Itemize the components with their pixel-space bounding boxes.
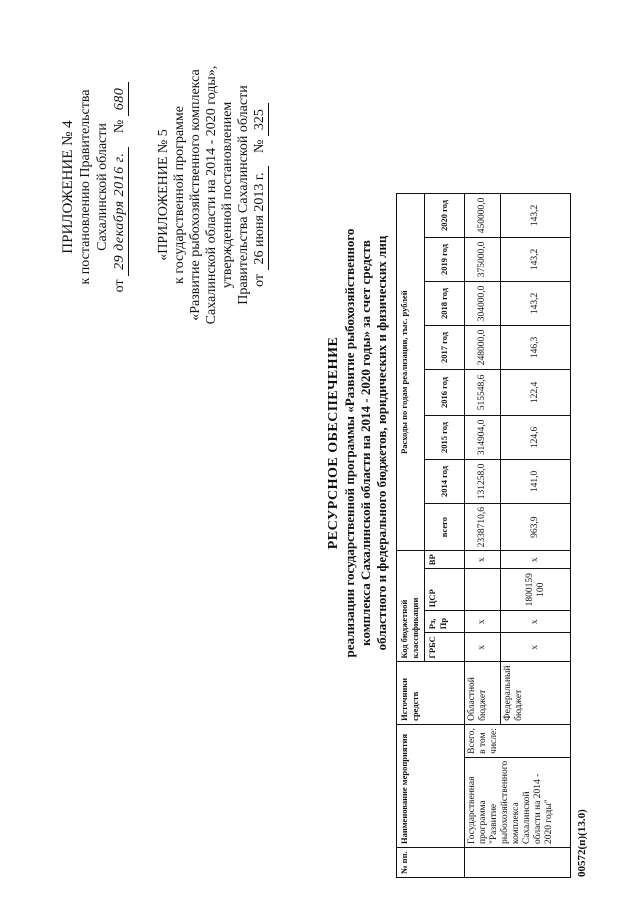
appendix-4-date-row xyxy=(111,37,129,337)
row-grbs: х xyxy=(465,633,501,662)
appendix-5-number-label: № xyxy=(252,139,267,153)
appendix-5-line-3: Сахалинской области на 2014 - 2020 годы», xyxy=(204,65,219,325)
header-expenses-group: Расходы по годам реализации, тыс. рублей xyxy=(397,193,425,550)
resource-table xyxy=(396,193,571,878)
row-subname: Всего, в том числе: xyxy=(465,724,571,757)
row-value: 122,4 xyxy=(501,369,571,415)
appendix-4-title: ПРИЛОЖЕНИЕ № 4 xyxy=(60,120,76,254)
appendix-4-number: 680 xyxy=(111,82,129,117)
document-heading: РЕСУРСНОЕ ОБЕСПЕЧЕНИЕ xyxy=(326,336,341,550)
header-year: 2020 год xyxy=(425,193,465,237)
row-total: 2338710,6 xyxy=(465,503,501,550)
row-name: Государственная программа "Развитие рыбохозяйственного комплекса Сахалинской области на 2014 - 2020 годы" xyxy=(465,757,571,847)
row-value: 124,6 xyxy=(501,415,571,459)
row-vr: х xyxy=(501,551,571,569)
row-source: Федеральный бюджет xyxy=(501,662,571,724)
document-title-line-1: реализации государственной программы «Развитие рыбохозяйственного xyxy=(342,228,357,658)
row-rzpr: х xyxy=(501,611,571,633)
row-value: 304000,0 xyxy=(465,281,501,325)
row-csr: 1800159 100 xyxy=(501,569,571,611)
document-title-line-3: областного и федерального бюджетов, юридических и физических лиц xyxy=(374,235,389,651)
header-year: 2014 год xyxy=(425,459,465,503)
appendix-4-from-label: от xyxy=(112,279,127,293)
row-vr: х xyxy=(465,551,501,569)
header-num: № пп. xyxy=(397,848,465,878)
header-source: Источники средств xyxy=(397,662,465,724)
row-source: Областной бюджет xyxy=(465,662,501,724)
appendix-5-title: «ПРИЛОЖЕНИЕ № 5 xyxy=(156,129,171,261)
appendix-5-number: 325 xyxy=(252,103,269,136)
document-title xyxy=(326,93,390,793)
row-grbs: х xyxy=(501,633,571,662)
table-row xyxy=(465,193,501,877)
header-name: Наименование мероприятия xyxy=(397,724,465,847)
document-code: 00572(п)(13.0) xyxy=(576,809,588,877)
header-csr: ЦСР xyxy=(425,569,465,611)
header-grbs: ГРБС xyxy=(425,633,465,662)
row-value: 143,2 xyxy=(501,237,571,281)
header-vr: ВР xyxy=(425,551,465,569)
appendix-4-line-1: к постановлению Правительства xyxy=(78,89,93,285)
row-value: 141,0 xyxy=(501,459,571,503)
row-csr xyxy=(465,569,501,611)
header-code-group: Код бюджетной классификации xyxy=(397,551,425,662)
appendix-5-line-4: утвержденной постановлением xyxy=(220,101,235,289)
appendix-5-line-2: «Развитие рыбохозяйственного комплекса xyxy=(188,69,203,321)
appendix-5-date-row xyxy=(252,25,269,365)
appendix-4-line-2: Сахалинской области xyxy=(95,123,110,251)
header-year: 2017 год xyxy=(425,325,465,369)
row-value: 450000,0 xyxy=(465,193,501,237)
row-total: 963,9 xyxy=(501,503,571,550)
row-value: 375000,0 xyxy=(465,237,501,281)
row-value: 143,2 xyxy=(501,193,571,237)
row-rzpr: х xyxy=(465,611,501,633)
appendix-4-number-label: № xyxy=(112,119,127,134)
row-value: 515548,6 xyxy=(465,369,501,415)
header-rzpr: Рз, Пр xyxy=(425,611,465,633)
appendix-5-block xyxy=(156,25,269,365)
row-value: 314904,0 xyxy=(465,415,501,459)
appendix-5-from-label: от xyxy=(252,273,267,287)
appendix-5-line-5: Правительства Сахалинской области xyxy=(236,85,251,305)
appendix-5-date: 26 июня 2013 г. xyxy=(252,166,269,270)
header-year: 2019 год xyxy=(425,237,465,281)
header-year: 2015 год xyxy=(425,415,465,459)
header-year: 2018 год xyxy=(425,281,465,325)
row-value: 131258,0 xyxy=(465,459,501,503)
header-year: 2016 год xyxy=(425,369,465,415)
header-total: всего xyxy=(425,503,465,550)
appendix-4-block xyxy=(60,37,129,337)
row-num xyxy=(465,848,571,878)
appendix-4-date: 29 декабря 2016 г. xyxy=(111,147,129,276)
row-value: 143,2 xyxy=(501,281,571,325)
row-value: 248000,0 xyxy=(465,325,501,369)
row-value: 146,3 xyxy=(501,325,571,369)
appendix-5-line-1: к государственной программе xyxy=(172,106,187,284)
document-title-line-2: комплекса Сахалинской области на 2014 - 2020 годы» за счет средств xyxy=(358,240,373,646)
